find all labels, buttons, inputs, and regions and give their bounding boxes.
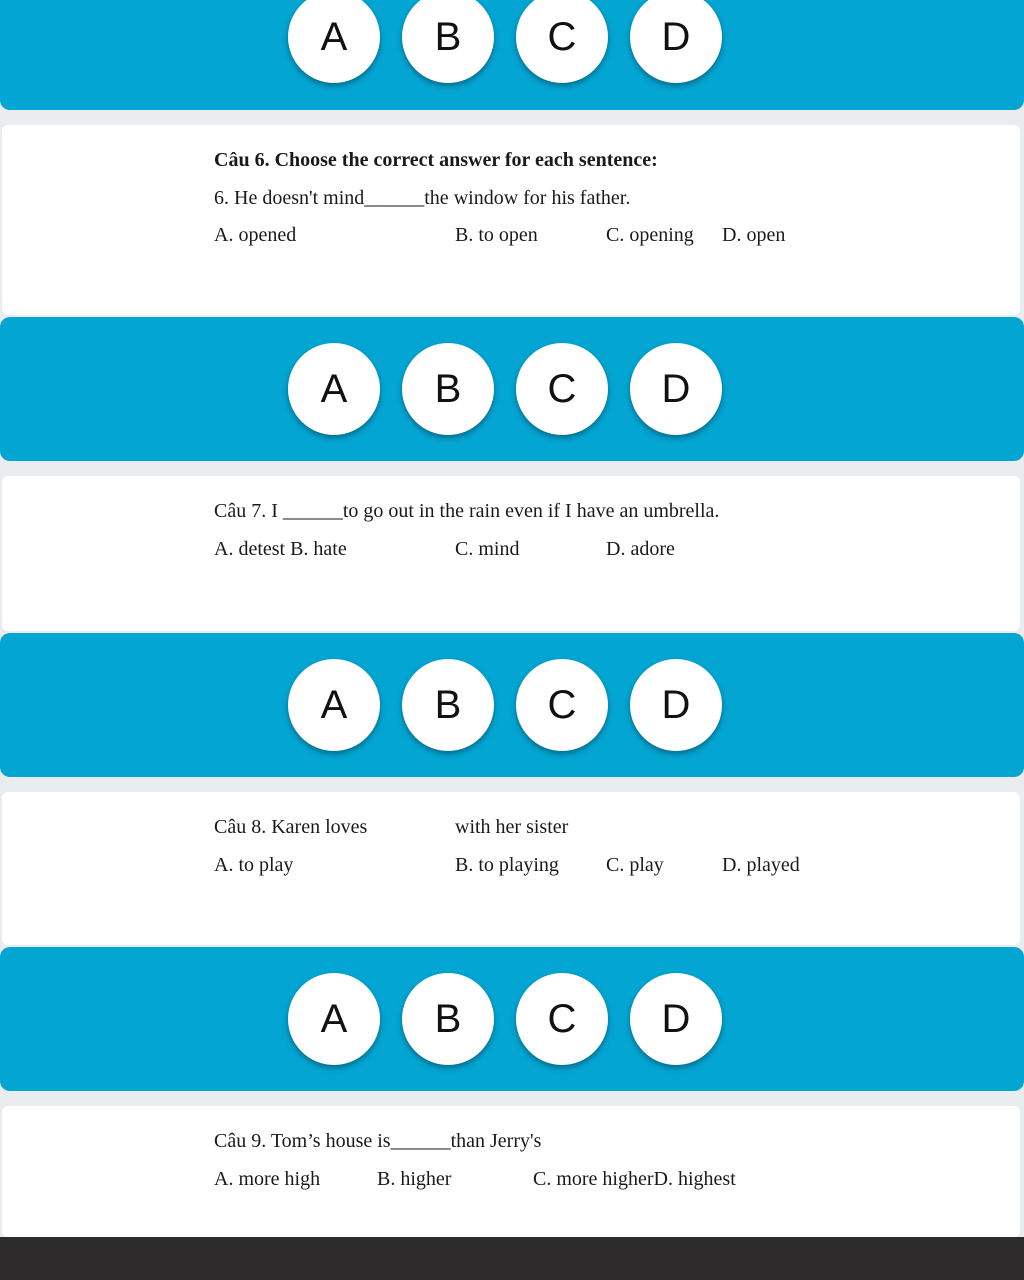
choice-c: C. play <box>606 854 664 876</box>
option-a-button[interactable]: A <box>288 659 380 751</box>
bottom-bar <box>0 1237 1024 1280</box>
choice-c-d: C. more higherD. highest <box>533 1168 736 1190</box>
option-d-button[interactable]: D <box>630 0 722 83</box>
choice-c: C. opening <box>606 224 694 246</box>
option-c-button[interactable]: C <box>516 0 608 83</box>
question-card-6 <box>2 125 1020 315</box>
choice-b: B. to playing <box>455 854 559 876</box>
question-card-8 <box>2 792 1020 945</box>
answer-band-2 <box>0 317 1024 461</box>
answer-band-4 <box>0 947 1024 1091</box>
choice-b: B. to open <box>455 224 538 246</box>
answer-band-3 <box>0 633 1024 777</box>
option-d-button[interactable]: D <box>630 659 722 751</box>
option-b-button[interactable]: B <box>402 343 494 435</box>
option-d-button[interactable]: D <box>630 973 722 1065</box>
question-card-9 <box>2 1106 1020 1237</box>
option-b-button[interactable]: B <box>402 973 494 1065</box>
question-sentence: Câu 9. Tom’s house is______than Jerry's <box>214 1130 542 1152</box>
option-b-button[interactable]: B <box>402 0 494 83</box>
question-header: Câu 6. Choose the correct answer for each sentence: <box>214 149 658 171</box>
choice-a: A. to play <box>214 854 294 876</box>
option-c-button[interactable]: C <box>516 659 608 751</box>
option-b-button[interactable]: B <box>402 659 494 751</box>
choice-a: A. more high <box>214 1168 321 1190</box>
option-c-button[interactable]: C <box>516 973 608 1065</box>
question-card-7 <box>2 476 1020 631</box>
question-sentence: 6. He doesn't mind______the window for his father. <box>214 187 631 209</box>
choice-b: B. higher <box>377 1168 452 1190</box>
question-sentence-start: Câu 8. Karen loves <box>214 816 368 838</box>
option-c-button[interactable]: C <box>516 343 608 435</box>
question-sentence-end: with her sister <box>455 816 569 838</box>
option-a-button[interactable]: A <box>288 0 380 83</box>
choice-d: D. adore <box>606 538 675 560</box>
option-a-button[interactable]: A <box>288 343 380 435</box>
choice-d: D. open <box>722 224 786 246</box>
choice-c: C. mind <box>455 538 520 560</box>
answer-band-1 <box>0 0 1024 110</box>
choice-a: A. opened <box>214 224 297 246</box>
option-a-button[interactable]: A <box>288 973 380 1065</box>
option-d-button[interactable]: D <box>630 343 722 435</box>
question-sentence: Câu 7. I ______to go out in the rain even if I have an umbrella. <box>214 500 720 522</box>
choice-a-b: A. detest B. hate <box>214 538 347 560</box>
choice-d: D. played <box>722 854 800 876</box>
